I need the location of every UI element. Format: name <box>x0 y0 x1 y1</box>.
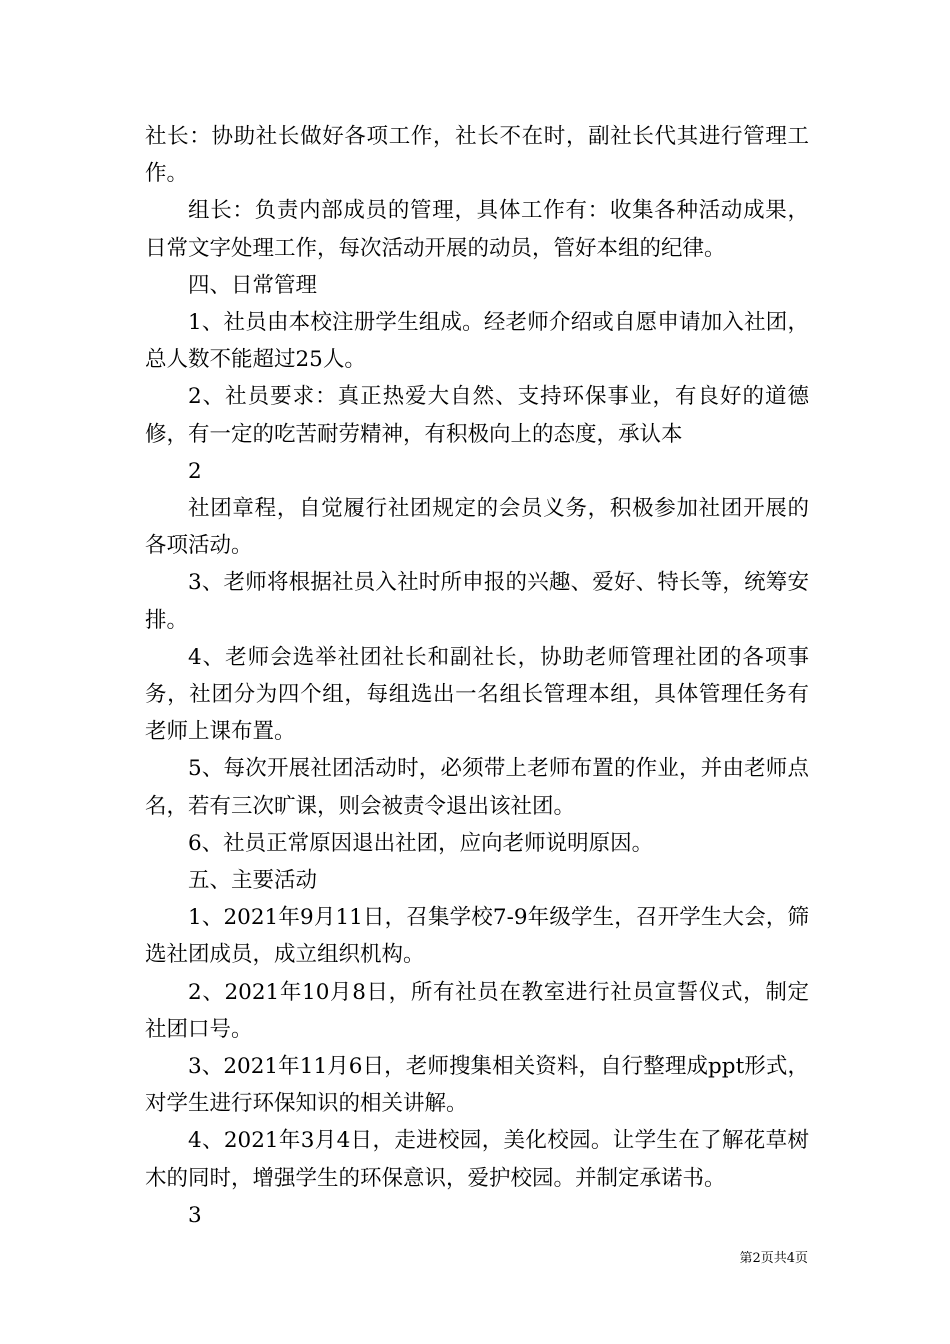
document-body <box>145 118 809 1234</box>
inline-page-number: 2 <box>188 458 202 484</box>
paragraph: 社团章程，自觉履行社团规定的会员义务，积极参加社团开展的各项活动。 <box>145 496 809 559</box>
paragraph: 2、社员要求：真正热爱大自然、支持环保事业，有良好的道德修，有一定的吃苦耐劳精神，有积极向上的态度，承认本 <box>145 384 809 447</box>
paragraph: 5、每次开展社团活动时，必须带上老师布置的作业，并由老师点名，若有三次旷课，则会被责令退出该社团。 <box>145 756 809 819</box>
paragraph: 4、老师会选举社团社长和副社长，协助老师管理社团的各项事务，社团分为四个组，每组选出一名组长管理本组，具体管理任务有老师上课布置。 <box>145 644 809 745</box>
paragraph: 社长：协助社长做好各项工作，社长不在时，副社长代其进行管理工作。 <box>145 124 809 187</box>
paragraph: 3、2021年11月6日，老师搜集相关资料，自行整理成ppt形式，对学生进行环保知识的相关讲解。 <box>145 1054 809 1117</box>
paragraph: 2、2021年10月8日，所有社员在教室进行社员宣誓仪式，制定社团口号。 <box>145 979 809 1042</box>
paragraph: 6、社员正常原因退出社团，应向老师说明原因。 <box>188 830 654 856</box>
paragraph: 1、社员由本校注册学生组成。经老师介绍或自愿申请加入社团，总人数不能超过25人。 <box>145 310 809 373</box>
section-heading: 四、日常管理 <box>188 272 318 298</box>
paragraph: 3、老师将根据社员入社时所申报的兴趣、爱好、特长等，统筹安排。 <box>145 570 809 633</box>
paragraph: 组长：负责内部成员的管理，具体工作有：收集各种活动成果，日常文字处理工作，每次活动开展的动员，管好本组的纪律。 <box>145 198 809 261</box>
inline-page-number: 3 <box>188 1202 202 1228</box>
paragraph: 4、2021年3月4日，走进校园，美化校园。让学生在了解花草树木的同时，增强学生的环保意识，爱护校园。并制定承诺书。 <box>145 1128 809 1191</box>
paragraph: 1、2021年9月11日，召集学校7-9年级学生，召开学生大会，筛选社团成员，成立组织机构。 <box>145 905 809 968</box>
page-footer: 第2页共4页 <box>739 1251 808 1266</box>
section-heading: 五、主要活动 <box>188 868 318 894</box>
